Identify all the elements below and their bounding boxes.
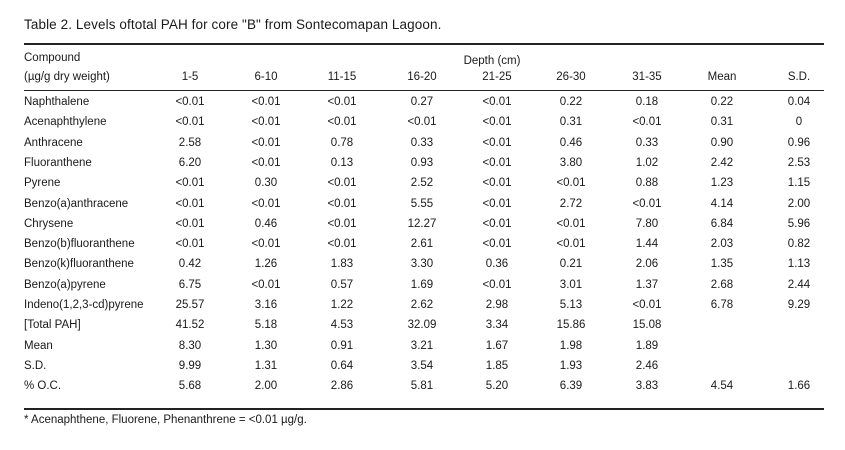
column-header: 11-15 xyxy=(327,71,357,83)
column-header: S.D. xyxy=(787,71,811,83)
table-cell: <0.01 xyxy=(251,238,281,250)
column-header: 26-30 xyxy=(556,71,586,83)
table-cell: 0.30 xyxy=(254,177,278,189)
table-cell: 2.46 xyxy=(635,360,659,372)
table-cell: <0.01 xyxy=(482,157,512,169)
table-cell: <0.01 xyxy=(327,116,357,128)
table-cell: 2.00 xyxy=(254,380,278,392)
table-cell: 0.13 xyxy=(330,157,354,169)
table-cell: 0.90 xyxy=(710,137,734,149)
table-cell: 0.33 xyxy=(410,137,434,149)
table-cell: 3.01 xyxy=(559,279,583,291)
table-cell: 6.84 xyxy=(710,218,734,230)
table-cell: 0.18 xyxy=(635,96,659,108)
table-cell: 6.78 xyxy=(710,299,734,311)
table-cell: 2.44 xyxy=(787,279,811,291)
table-cell: 3.21 xyxy=(410,340,434,352)
table-cell: 5.68 xyxy=(178,380,202,392)
compound-name: Benzo(a)anthracene xyxy=(24,198,129,210)
table-cell: 0.31 xyxy=(710,116,734,128)
table-cell: 1.13 xyxy=(787,258,811,270)
table-cell: 0.64 xyxy=(330,360,354,372)
table-cell: 0.78 xyxy=(330,137,354,149)
table-cell: 41.52 xyxy=(175,319,205,331)
header-rule xyxy=(24,90,824,91)
table-cell: <0.01 xyxy=(175,238,205,250)
table-cell: 2.86 xyxy=(330,380,354,392)
table-cell: <0.01 xyxy=(175,198,205,210)
table-cell: 2.68 xyxy=(710,279,734,291)
compound-name: Benzo(a)pyrene xyxy=(24,279,106,291)
column-header: 16-20 xyxy=(407,71,437,83)
depth-header: Depth (cm) xyxy=(463,55,521,67)
table-cell: <0.01 xyxy=(556,177,586,189)
table-cell: 2.52 xyxy=(410,177,434,189)
table-cell: 1.85 xyxy=(485,360,509,372)
table-cell: 2.72 xyxy=(559,198,583,210)
compound-name: Anthracene xyxy=(24,137,83,149)
compound-name: Benzo(k)fluoranthene xyxy=(24,258,134,270)
table-cell: 1.02 xyxy=(635,157,659,169)
table-cell: <0.01 xyxy=(556,238,586,250)
compound-name: Indeno(1,2,3-cd)pyrene xyxy=(24,299,144,311)
table-cell: 0.31 xyxy=(559,116,583,128)
table-cell: <0.01 xyxy=(482,198,512,210)
table-cell: 32.09 xyxy=(407,319,437,331)
compound-name: Naphthalene xyxy=(24,96,90,108)
table-cell: <0.01 xyxy=(407,116,437,128)
table-cell: <0.01 xyxy=(175,177,205,189)
table-cell: <0.01 xyxy=(327,198,357,210)
table-cell: 0.36 xyxy=(485,258,509,270)
table-cell: <0.01 xyxy=(482,177,512,189)
table-cell: <0.01 xyxy=(482,238,512,250)
table-cell: 5.81 xyxy=(410,380,434,392)
table-cell: 25.57 xyxy=(175,299,205,311)
table-cell: 0.93 xyxy=(410,157,434,169)
table-cell: 0.46 xyxy=(559,137,583,149)
table-cell: 1.67 xyxy=(485,340,509,352)
column-header: 31-35 xyxy=(632,71,662,83)
table-cell: 1.93 xyxy=(559,360,583,372)
table-cell: 12.27 xyxy=(407,218,437,230)
units-header: (µg/g dry weight) xyxy=(24,71,110,83)
table-cell: 1.35 xyxy=(710,258,734,270)
table-cell: 6.20 xyxy=(178,157,202,169)
table-cell: 0.91 xyxy=(330,340,354,352)
table-cell: 0.04 xyxy=(787,96,811,108)
table-cell: <0.01 xyxy=(327,96,357,108)
table-cell: 5.13 xyxy=(559,299,583,311)
column-header: 21-25 xyxy=(482,71,512,83)
table-cell: <0.01 xyxy=(482,96,512,108)
compound-name: Mean xyxy=(24,340,53,352)
table-cell: 1.37 xyxy=(635,279,659,291)
compound-name: Fluoranthene xyxy=(24,157,92,169)
table-cell: 0 xyxy=(795,116,803,128)
table-cell: 2.61 xyxy=(410,238,434,250)
table-cell: <0.01 xyxy=(251,279,281,291)
table-cell: 1.30 xyxy=(254,340,278,352)
table-cell: 2.03 xyxy=(710,238,734,250)
table-cell: 15.86 xyxy=(556,319,586,331)
table-cell: 0.96 xyxy=(787,137,811,149)
table-cell: <0.01 xyxy=(327,177,357,189)
table-cell: <0.01 xyxy=(175,96,205,108)
table-cell: 2.98 xyxy=(485,299,509,311)
table-cell: 3.30 xyxy=(410,258,434,270)
compound-name: S.D. xyxy=(24,360,47,372)
table-cell: 6.39 xyxy=(559,380,583,392)
table-cell: 9.99 xyxy=(178,360,202,372)
table-cell: 1.15 xyxy=(787,177,811,189)
table-cell: 0.22 xyxy=(559,96,583,108)
table-cell: <0.01 xyxy=(482,137,512,149)
table-cell: 1.22 xyxy=(330,299,354,311)
table-cell: 2.58 xyxy=(178,137,202,149)
table-cell: 5.18 xyxy=(254,319,278,331)
table-cell: 2.62 xyxy=(410,299,434,311)
table-cell: <0.01 xyxy=(632,198,662,210)
table-cell: <0.01 xyxy=(251,96,281,108)
table-cell: <0.01 xyxy=(482,279,512,291)
table-cell: 1.66 xyxy=(787,380,811,392)
table-cell: <0.01 xyxy=(175,116,205,128)
table-cell: 2.53 xyxy=(787,157,811,169)
footnote: * Acenaphthene, Fluorene, Phenanthrene = <0.01 µg/g. xyxy=(24,414,307,426)
table-cell: <0.01 xyxy=(175,218,205,230)
table-cell: 0.33 xyxy=(635,137,659,149)
table-cell: 1.83 xyxy=(330,258,354,270)
column-header: 1-5 xyxy=(181,71,199,83)
table-cell: 0.42 xyxy=(178,258,202,270)
table-cell: 0.57 xyxy=(330,279,354,291)
table-cell: 2.00 xyxy=(787,198,811,210)
column-header: Mean xyxy=(707,71,737,83)
bottom-rule xyxy=(24,408,824,410)
column-header: 6-10 xyxy=(254,71,278,83)
table-cell: 0.22 xyxy=(710,96,734,108)
table-cell: <0.01 xyxy=(632,299,662,311)
table-cell: 1.98 xyxy=(559,340,583,352)
table-cell: <0.01 xyxy=(251,157,281,169)
table-cell: 3.83 xyxy=(635,380,659,392)
table-cell: 4.14 xyxy=(710,198,734,210)
compound-name: Acenaphthylene xyxy=(24,116,107,128)
table-cell: 2.06 xyxy=(635,258,659,270)
table-cell: <0.01 xyxy=(327,238,357,250)
table-cell: 0.88 xyxy=(635,177,659,189)
table-cell: <0.01 xyxy=(556,218,586,230)
compound-name: Chrysene xyxy=(24,218,74,230)
compound-name: % O.C. xyxy=(24,380,62,392)
table-cell: 1.26 xyxy=(254,258,278,270)
table-cell: 0.21 xyxy=(559,258,583,270)
table-cell: 0.46 xyxy=(254,218,278,230)
table-cell: <0.01 xyxy=(251,116,281,128)
table-cell: 5.20 xyxy=(485,380,509,392)
table-cell: 1.69 xyxy=(410,279,434,291)
table-cell: 1.31 xyxy=(254,360,278,372)
compound-name: Benzo(b)fluoranthene xyxy=(24,238,135,250)
compound-name: Pyrene xyxy=(24,177,61,189)
table-cell: <0.01 xyxy=(632,116,662,128)
table-cell: <0.01 xyxy=(251,137,281,149)
compound-name: [Total PAH] xyxy=(24,319,81,331)
table-cell: 15.08 xyxy=(632,319,662,331)
table-cell: 4.54 xyxy=(710,380,734,392)
table-cell: <0.01 xyxy=(327,218,357,230)
compound-header: Compound xyxy=(24,52,81,64)
table-cell: 3.54 xyxy=(410,360,434,372)
table-cell: 5.96 xyxy=(787,218,811,230)
table-cell: 1.23 xyxy=(710,177,734,189)
table-cell: 1.89 xyxy=(635,340,659,352)
table-cell: 0.82 xyxy=(787,238,811,250)
table-cell: 8.30 xyxy=(178,340,202,352)
table-cell: 7.80 xyxy=(635,218,659,230)
table-cell: <0.01 xyxy=(482,218,512,230)
top-rule xyxy=(24,43,824,45)
table-cell: 3.16 xyxy=(254,299,278,311)
table-cell: 2.42 xyxy=(710,157,734,169)
table-cell: <0.01 xyxy=(482,116,512,128)
table-cell: 1.44 xyxy=(635,238,659,250)
table-cell: 3.80 xyxy=(559,157,583,169)
table-cell: 3.34 xyxy=(485,319,509,331)
table-cell: <0.01 xyxy=(251,198,281,210)
table-caption: Table 2. Levels oftotal PAH for core "B" from Sontecomapan Lagoon. xyxy=(24,17,442,32)
table-cell: 6.75 xyxy=(178,279,202,291)
table-cell: 4.53 xyxy=(330,319,354,331)
table-cell: 0.27 xyxy=(410,96,434,108)
table-cell: 9.29 xyxy=(787,299,811,311)
table-cell: 5.55 xyxy=(410,198,434,210)
